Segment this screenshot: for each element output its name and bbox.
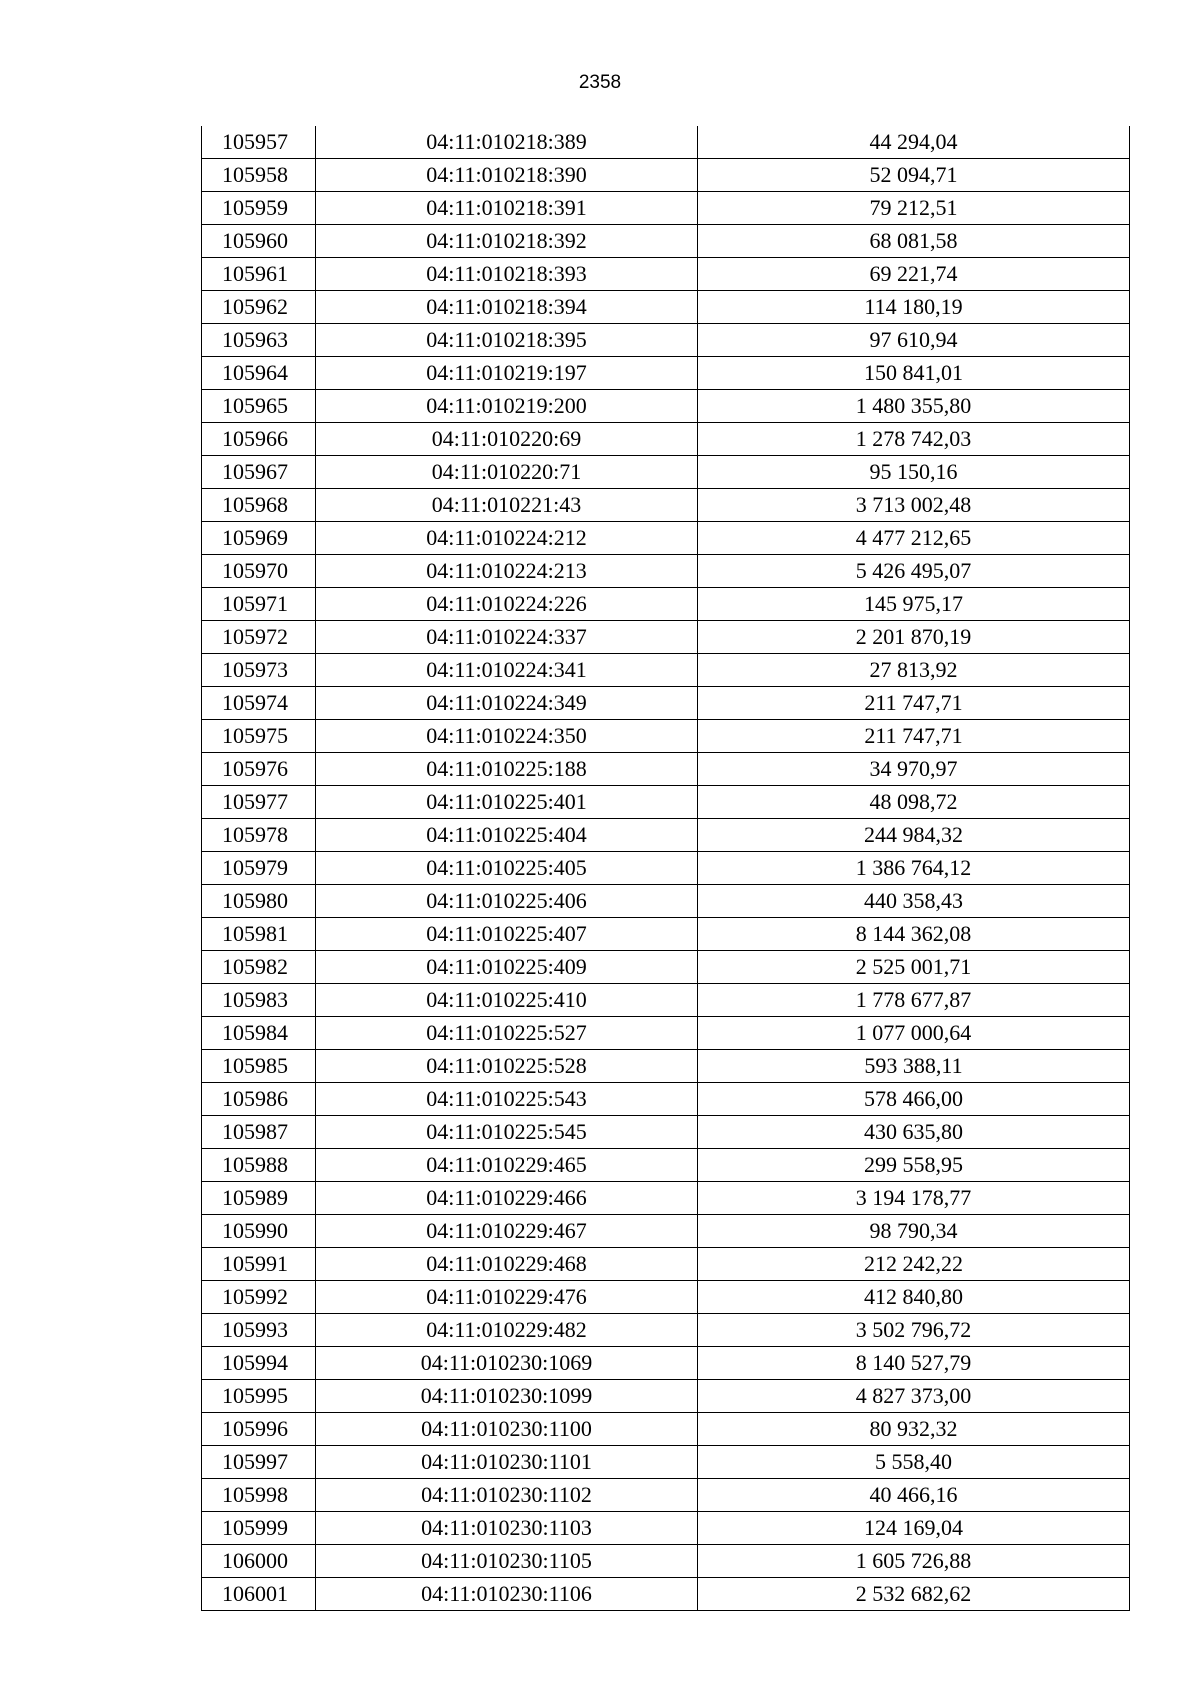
value-cell: 80 932,32 bbox=[698, 1413, 1130, 1446]
row-id-cell: 105969 bbox=[202, 522, 316, 555]
table-row bbox=[202, 918, 1130, 951]
cadastral-number-cell: 04:11:010225:410 bbox=[316, 984, 698, 1017]
cadastral-number-cell: 04:11:010225:404 bbox=[316, 819, 698, 852]
cadastral-number-cell: 04:11:010220:71 bbox=[316, 456, 698, 489]
table-row bbox=[202, 1314, 1130, 1347]
cadastral-number-cell: 04:11:010230:1100 bbox=[316, 1413, 698, 1446]
table-row bbox=[202, 357, 1130, 390]
row-id-cell: 105984 bbox=[202, 1017, 316, 1050]
value-cell: 8 140 527,79 bbox=[698, 1347, 1130, 1380]
table-row bbox=[202, 126, 1130, 159]
row-id-cell: 105978 bbox=[202, 819, 316, 852]
row-id-cell: 105968 bbox=[202, 489, 316, 522]
value-cell: 44 294,04 bbox=[698, 126, 1130, 159]
value-cell: 5 426 495,07 bbox=[698, 555, 1130, 588]
cadastral-number-cell: 04:11:010224:350 bbox=[316, 720, 698, 753]
cadastral-number-cell: 04:11:010218:391 bbox=[316, 192, 698, 225]
value-cell: 212 242,22 bbox=[698, 1248, 1130, 1281]
data-table bbox=[201, 126, 1130, 1611]
cadastral-number-cell: 04:11:010224:213 bbox=[316, 555, 698, 588]
data-table-container bbox=[201, 126, 1129, 1611]
value-cell: 4 477 212,65 bbox=[698, 522, 1130, 555]
row-id-cell: 105990 bbox=[202, 1215, 316, 1248]
row-id-cell: 105980 bbox=[202, 885, 316, 918]
table-row bbox=[202, 1578, 1130, 1611]
row-id-cell: 105974 bbox=[202, 687, 316, 720]
value-cell: 3 502 796,72 bbox=[698, 1314, 1130, 1347]
row-id-cell: 105958 bbox=[202, 159, 316, 192]
table-row bbox=[202, 390, 1130, 423]
cadastral-number-cell: 04:11:010218:393 bbox=[316, 258, 698, 291]
row-id-cell: 105994 bbox=[202, 1347, 316, 1380]
cadastral-number-cell: 04:11:010230:1101 bbox=[316, 1446, 698, 1479]
table-row bbox=[202, 1446, 1130, 1479]
value-cell: 1 386 764,12 bbox=[698, 852, 1130, 885]
value-cell: 97 610,94 bbox=[698, 324, 1130, 357]
value-cell: 34 970,97 bbox=[698, 753, 1130, 786]
cadastral-number-cell: 04:11:010225:409 bbox=[316, 951, 698, 984]
row-id-cell: 105976 bbox=[202, 753, 316, 786]
table-row bbox=[202, 489, 1130, 522]
value-cell: 68 081,58 bbox=[698, 225, 1130, 258]
cadastral-number-cell: 04:11:010218:390 bbox=[316, 159, 698, 192]
value-cell: 69 221,74 bbox=[698, 258, 1130, 291]
table-row bbox=[202, 819, 1130, 852]
row-id-cell: 105977 bbox=[202, 786, 316, 819]
cadastral-number-cell: 04:11:010230:1105 bbox=[316, 1545, 698, 1578]
cadastral-number-cell: 04:11:010224:341 bbox=[316, 654, 698, 687]
cadastral-number-cell: 04:11:010224:337 bbox=[316, 621, 698, 654]
value-cell: 244 984,32 bbox=[698, 819, 1130, 852]
row-id-cell: 105986 bbox=[202, 1083, 316, 1116]
value-cell: 1 480 355,80 bbox=[698, 390, 1130, 423]
table-row bbox=[202, 1083, 1130, 1116]
cadastral-number-cell: 04:11:010225:528 bbox=[316, 1050, 698, 1083]
table-row bbox=[202, 159, 1130, 192]
table-row bbox=[202, 1215, 1130, 1248]
table-row bbox=[202, 1545, 1130, 1578]
cadastral-number-cell: 04:11:010218:395 bbox=[316, 324, 698, 357]
cadastral-number-cell: 04:11:010225:407 bbox=[316, 918, 698, 951]
row-id-cell: 105972 bbox=[202, 621, 316, 654]
table-row bbox=[202, 1116, 1130, 1149]
cadastral-number-cell: 04:11:010218:394 bbox=[316, 291, 698, 324]
value-cell: 211 747,71 bbox=[698, 687, 1130, 720]
row-id-cell: 105983 bbox=[202, 984, 316, 1017]
value-cell: 1 605 726,88 bbox=[698, 1545, 1130, 1578]
value-cell: 440 358,43 bbox=[698, 885, 1130, 918]
cadastral-number-cell: 04:11:010219:200 bbox=[316, 390, 698, 423]
row-id-cell: 105989 bbox=[202, 1182, 316, 1215]
row-id-cell: 105988 bbox=[202, 1149, 316, 1182]
row-id-cell: 105964 bbox=[202, 357, 316, 390]
cadastral-number-cell: 04:11:010225:545 bbox=[316, 1116, 698, 1149]
row-id-cell: 105961 bbox=[202, 258, 316, 291]
table-row bbox=[202, 423, 1130, 456]
cadastral-number-cell: 04:11:010218:389 bbox=[316, 126, 698, 159]
table-row bbox=[202, 522, 1130, 555]
table-row bbox=[202, 291, 1130, 324]
row-id-cell: 105996 bbox=[202, 1413, 316, 1446]
cadastral-number-cell: 04:11:010225:405 bbox=[316, 852, 698, 885]
row-id-cell: 105966 bbox=[202, 423, 316, 456]
table-row bbox=[202, 1182, 1130, 1215]
table-row bbox=[202, 1017, 1130, 1050]
table-row bbox=[202, 885, 1130, 918]
value-cell: 430 635,80 bbox=[698, 1116, 1130, 1149]
cadastral-number-cell: 04:11:010230:1102 bbox=[316, 1479, 698, 1512]
cadastral-number-cell: 04:11:010229:466 bbox=[316, 1182, 698, 1215]
cadastral-number-cell: 04:11:010230:1099 bbox=[316, 1380, 698, 1413]
value-cell: 40 466,16 bbox=[698, 1479, 1130, 1512]
value-cell: 412 840,80 bbox=[698, 1281, 1130, 1314]
table-row bbox=[202, 1380, 1130, 1413]
table-row bbox=[202, 720, 1130, 753]
value-cell: 299 558,95 bbox=[698, 1149, 1130, 1182]
cadastral-number-cell: 04:11:010229:465 bbox=[316, 1149, 698, 1182]
cadastral-number-cell: 04:11:010225:406 bbox=[316, 885, 698, 918]
cadastral-number-cell: 04:11:010218:392 bbox=[316, 225, 698, 258]
table-row bbox=[202, 951, 1130, 984]
value-cell: 2 201 870,19 bbox=[698, 621, 1130, 654]
row-id-cell: 105965 bbox=[202, 390, 316, 423]
row-id-cell: 105993 bbox=[202, 1314, 316, 1347]
table-row bbox=[202, 1050, 1130, 1083]
value-cell: 48 098,72 bbox=[698, 786, 1130, 819]
row-id-cell: 105998 bbox=[202, 1479, 316, 1512]
cadastral-number-cell: 04:11:010229:468 bbox=[316, 1248, 698, 1281]
value-cell: 593 388,11 bbox=[698, 1050, 1130, 1083]
value-cell: 5 558,40 bbox=[698, 1446, 1130, 1479]
value-cell: 4 827 373,00 bbox=[698, 1380, 1130, 1413]
row-id-cell: 105973 bbox=[202, 654, 316, 687]
cadastral-number-cell: 04:11:010224:349 bbox=[316, 687, 698, 720]
cadastral-number-cell: 04:11:010225:527 bbox=[316, 1017, 698, 1050]
table-row bbox=[202, 1281, 1130, 1314]
table-row bbox=[202, 258, 1130, 291]
row-id-cell: 105967 bbox=[202, 456, 316, 489]
cadastral-number-cell: 04:11:010230:1103 bbox=[316, 1512, 698, 1545]
row-id-cell: 105979 bbox=[202, 852, 316, 885]
table-row bbox=[202, 1347, 1130, 1380]
value-cell: 3 194 178,77 bbox=[698, 1182, 1130, 1215]
table-row bbox=[202, 984, 1130, 1017]
row-id-cell: 105959 bbox=[202, 192, 316, 225]
cadastral-number-cell: 04:11:010230:1106 bbox=[316, 1578, 698, 1611]
row-id-cell: 105981 bbox=[202, 918, 316, 951]
row-id-cell: 106001 bbox=[202, 1578, 316, 1611]
value-cell: 8 144 362,08 bbox=[698, 918, 1130, 951]
row-id-cell: 105997 bbox=[202, 1446, 316, 1479]
table-row bbox=[202, 1512, 1130, 1545]
value-cell: 145 975,17 bbox=[698, 588, 1130, 621]
table-row bbox=[202, 1248, 1130, 1281]
cadastral-number-cell: 04:11:010230:1069 bbox=[316, 1347, 698, 1380]
row-id-cell: 105971 bbox=[202, 588, 316, 621]
table-row bbox=[202, 555, 1130, 588]
value-cell: 3 713 002,48 bbox=[698, 489, 1130, 522]
cadastral-number-cell: 04:11:010219:197 bbox=[316, 357, 698, 390]
table-row bbox=[202, 225, 1130, 258]
cadastral-number-cell: 04:11:010225:401 bbox=[316, 786, 698, 819]
value-cell: 211 747,71 bbox=[698, 720, 1130, 753]
row-id-cell: 106000 bbox=[202, 1545, 316, 1578]
value-cell: 1 077 000,64 bbox=[698, 1017, 1130, 1050]
cadastral-number-cell: 04:11:010225:543 bbox=[316, 1083, 698, 1116]
table-row bbox=[202, 588, 1130, 621]
cadastral-number-cell: 04:11:010229:476 bbox=[316, 1281, 698, 1314]
row-id-cell: 105987 bbox=[202, 1116, 316, 1149]
page-number: 2358 bbox=[578, 72, 622, 93]
row-id-cell: 105982 bbox=[202, 951, 316, 984]
table-row bbox=[202, 753, 1130, 786]
row-id-cell: 105962 bbox=[202, 291, 316, 324]
table-row bbox=[202, 852, 1130, 885]
row-id-cell: 105995 bbox=[202, 1380, 316, 1413]
row-id-cell: 105999 bbox=[202, 1512, 316, 1545]
value-cell: 27 813,92 bbox=[698, 654, 1130, 687]
cadastral-number-cell: 04:11:010221:43 bbox=[316, 489, 698, 522]
row-id-cell: 105985 bbox=[202, 1050, 316, 1083]
row-id-cell: 105960 bbox=[202, 225, 316, 258]
value-cell: 95 150,16 bbox=[698, 456, 1130, 489]
value-cell: 2 532 682,62 bbox=[698, 1578, 1130, 1611]
table-row bbox=[202, 1479, 1130, 1512]
value-cell: 2 525 001,71 bbox=[698, 951, 1130, 984]
table-row bbox=[202, 324, 1130, 357]
cadastral-number-cell: 04:11:010229:467 bbox=[316, 1215, 698, 1248]
value-cell: 150 841,01 bbox=[698, 357, 1130, 390]
cadastral-number-cell: 04:11:010224:226 bbox=[316, 588, 698, 621]
cadastral-number-cell: 04:11:010224:212 bbox=[316, 522, 698, 555]
row-id-cell: 105992 bbox=[202, 1281, 316, 1314]
row-id-cell: 105975 bbox=[202, 720, 316, 753]
table-row bbox=[202, 456, 1130, 489]
table-body bbox=[202, 126, 1130, 1611]
value-cell: 79 212,51 bbox=[698, 192, 1130, 225]
value-cell: 98 790,34 bbox=[698, 1215, 1130, 1248]
row-id-cell: 105991 bbox=[202, 1248, 316, 1281]
table-row bbox=[202, 687, 1130, 720]
value-cell: 1 278 742,03 bbox=[698, 423, 1130, 456]
value-cell: 578 466,00 bbox=[698, 1083, 1130, 1116]
table-row bbox=[202, 621, 1130, 654]
row-id-cell: 105963 bbox=[202, 324, 316, 357]
value-cell: 52 094,71 bbox=[698, 159, 1130, 192]
table-row bbox=[202, 654, 1130, 687]
value-cell: 114 180,19 bbox=[698, 291, 1130, 324]
cadastral-number-cell: 04:11:010229:482 bbox=[316, 1314, 698, 1347]
table-row bbox=[202, 192, 1130, 225]
row-id-cell: 105957 bbox=[202, 126, 316, 159]
cadastral-number-cell: 04:11:010225:188 bbox=[316, 753, 698, 786]
table-row bbox=[202, 1149, 1130, 1182]
row-id-cell: 105970 bbox=[202, 555, 316, 588]
value-cell: 1 778 677,87 bbox=[698, 984, 1130, 1017]
table-row bbox=[202, 786, 1130, 819]
cadastral-number-cell: 04:11:010220:69 bbox=[316, 423, 698, 456]
table-row bbox=[202, 1413, 1130, 1446]
value-cell: 124 169,04 bbox=[698, 1512, 1130, 1545]
